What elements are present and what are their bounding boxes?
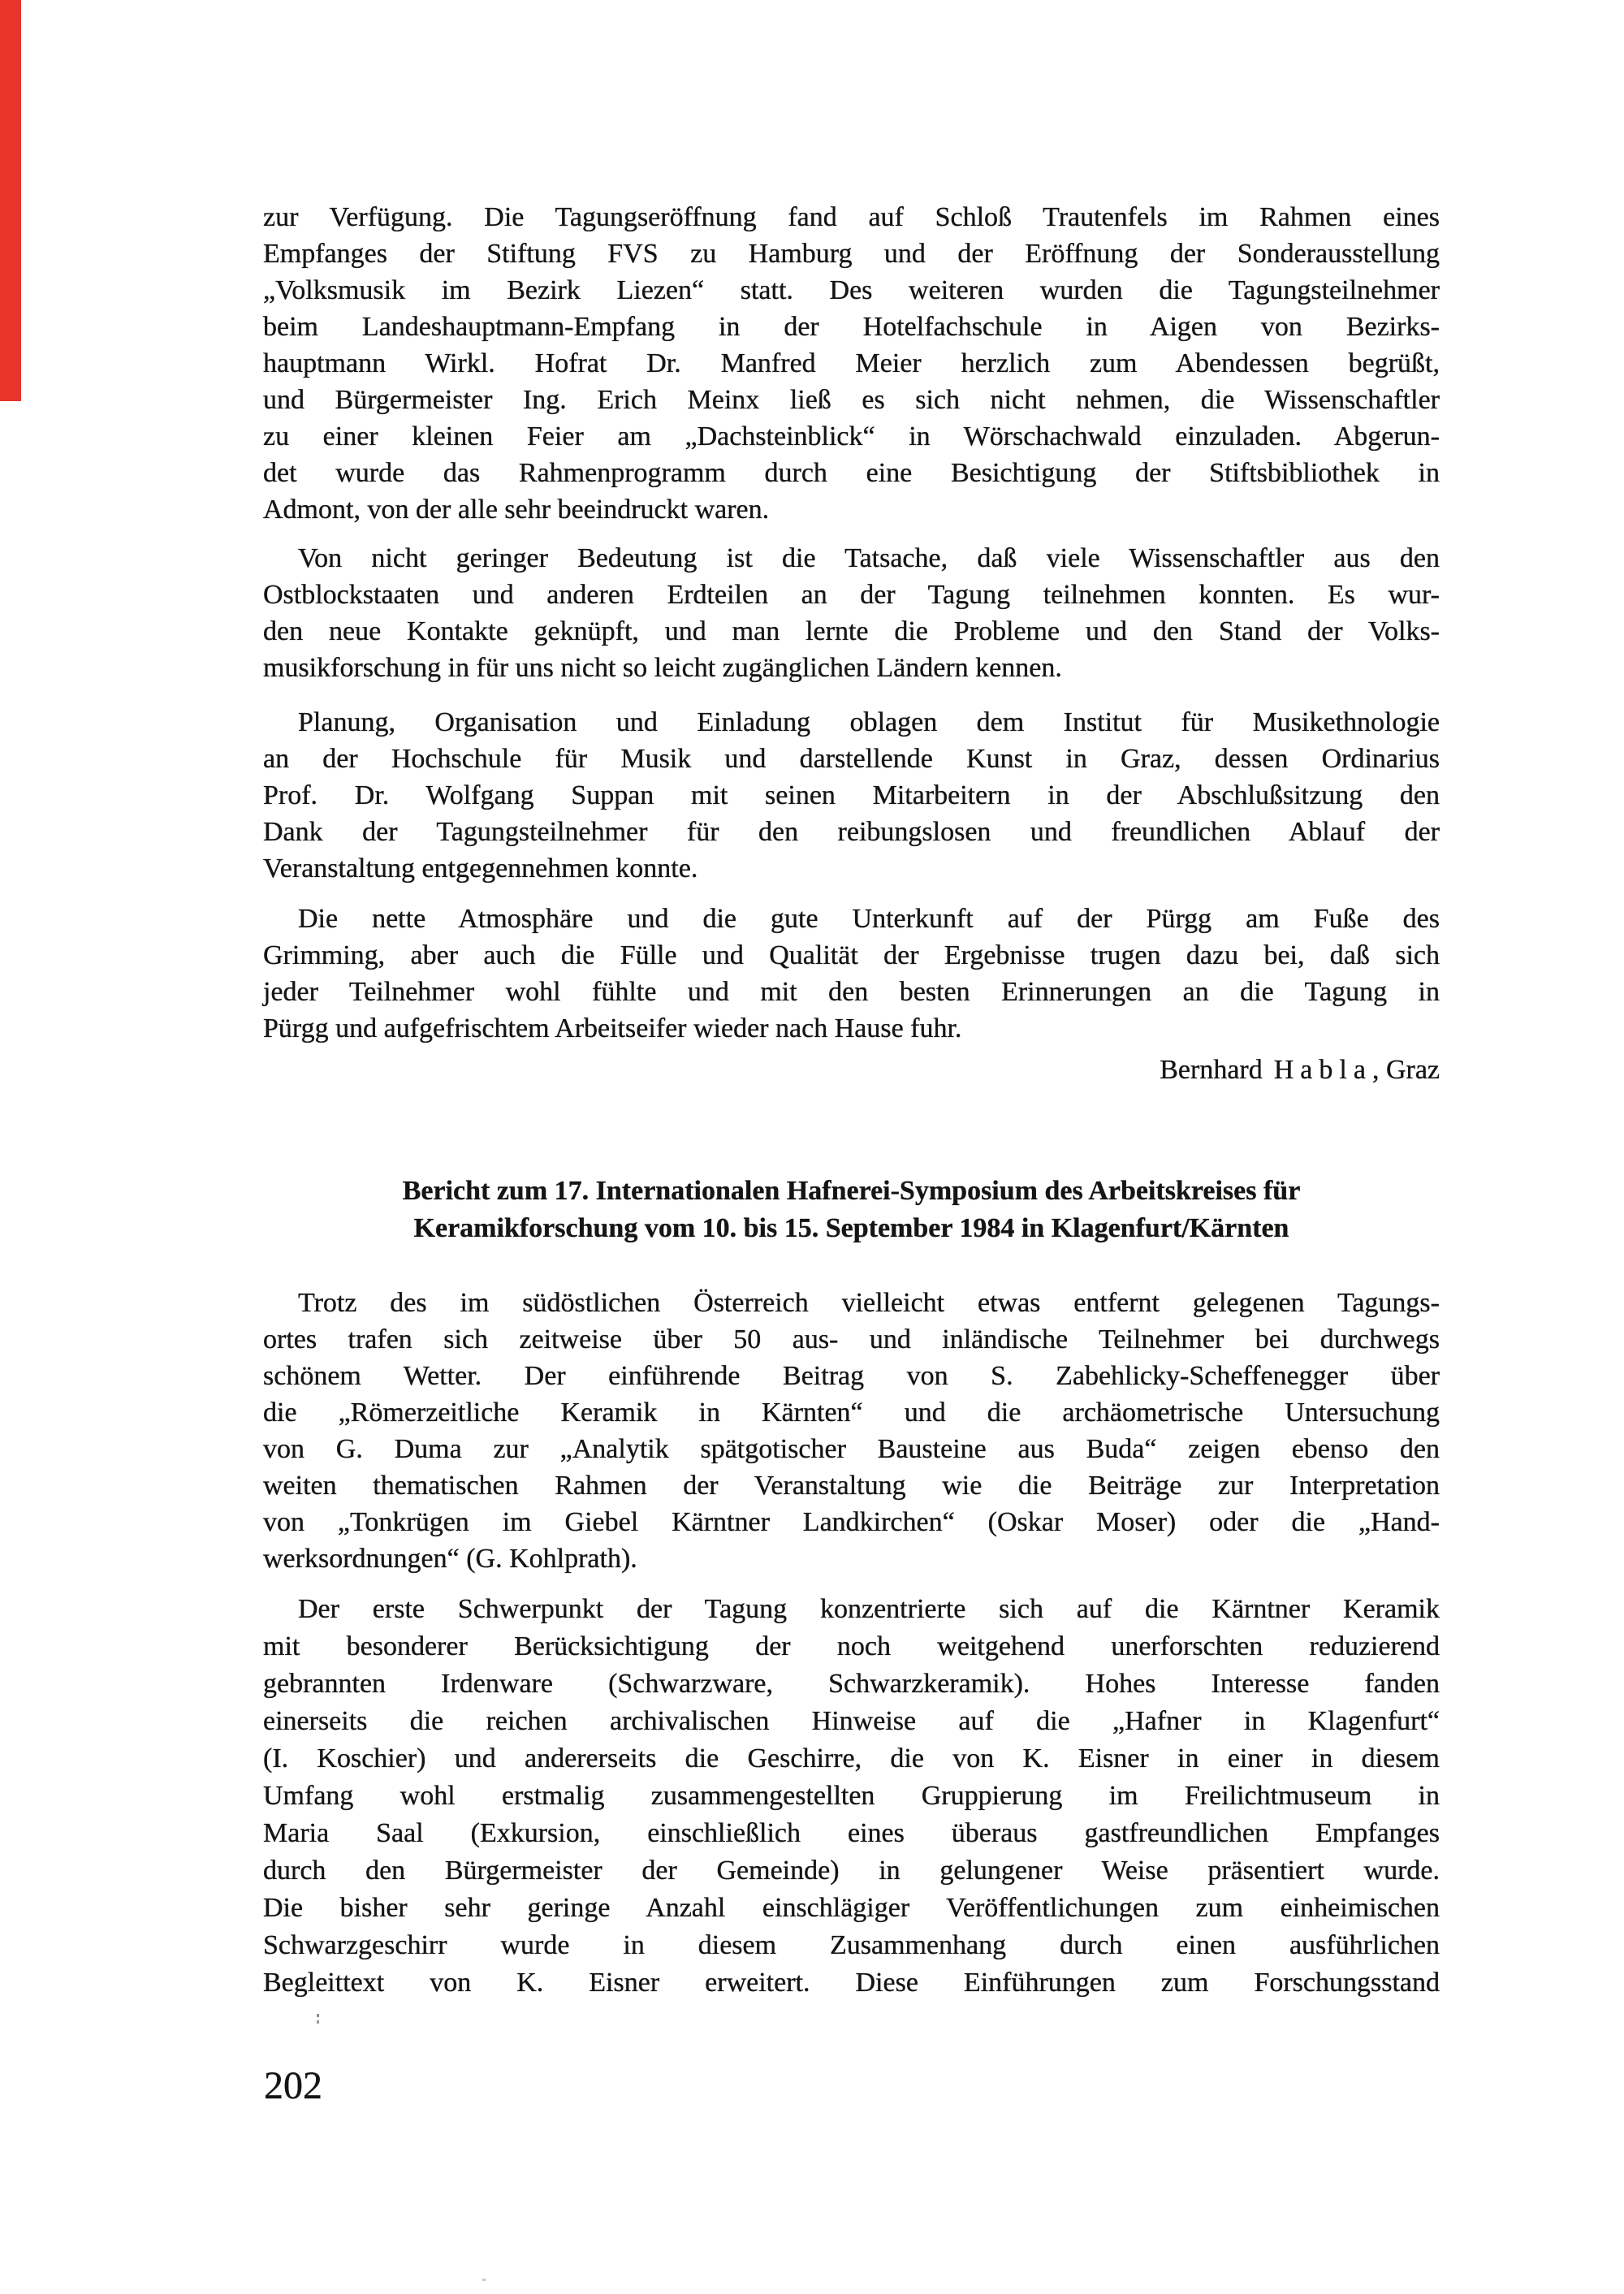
paragraph bbox=[263, 199, 1440, 528]
text-line: Umfang wohl erstmalig zusammengestellten Gruppierung im Freilichtmuseum in bbox=[263, 1781, 1440, 1811]
text-line: det wurde das Rahmenprogramm durch eine Besichtigung der Stiftsbibliothek in bbox=[263, 458, 1440, 488]
text-line: schönem Wetter. Der einführende Beitrag von S. Zabehlicky-Scheffenegger über bbox=[263, 1361, 1440, 1391]
text-line: Von nicht geringer Bedeutung ist die Tatsache, daß viele Wissenschaftler aus den bbox=[298, 543, 1440, 573]
text-line: Pürgg und aufgefrischtem Arbeitseifer wieder nach Hause fuhr. bbox=[263, 1013, 962, 1043]
text-line: zur Verfügung. Die Tagungseröffnung fand auf Schloß Trautenfels im Rahmen eines bbox=[263, 202, 1440, 232]
paragraph bbox=[263, 901, 1440, 1047]
text-line: Die bisher sehr geringe Anzahl einschlägiger Veröffentlichungen zum einheimischen bbox=[263, 1893, 1440, 1923]
text-line: jeder Teilnehmer wohl fühlte und mit den besten Erinnerungen an die Tagung in bbox=[263, 977, 1440, 1007]
page-text-block bbox=[263, 0, 1440, 2294]
text-line: hauptmann Wirkl. Hofrat Dr. Manfred Meier herzlich zum Abendessen begrüßt, bbox=[263, 348, 1440, 378]
text-line: weiten thematischen Rahmen der Veranstaltung wie die Beiträge zur Interpretation bbox=[263, 1471, 1440, 1501]
paragraph bbox=[263, 540, 1440, 686]
text-line: Maria Saal (Exkursion, einschließlich eines überaus gastfreundlichen Empfanges bbox=[263, 1818, 1440, 1848]
text-line: Prof. Dr. Wolfgang Suppan mit seinen Mitarbeitern in der Abschlußsitzung den bbox=[263, 780, 1440, 810]
text-line: die „Römerzeitliche Keramik in Kärnten“ und die archäometrische Untersuchung bbox=[263, 1398, 1440, 1428]
text-line: den neue Kontakte geknüpft, und man lernte die Probleme und den Stand der Volks- bbox=[263, 616, 1440, 646]
text-line: Dank der Tagungsteilnehmer für den reibungslosen und freundlichen Ablauf der bbox=[263, 817, 1440, 847]
text-line: Admont, von der alle sehr beeindruckt waren. bbox=[263, 495, 770, 525]
text-line: gebrannten Irdenware (Schwarzware, Schwarzkeramik). Hohes Interesse fanden bbox=[263, 1669, 1440, 1699]
text-line: und Bürgermeister Ing. Erich Meinx ließ es sich nicht nehmen, die Wissenschaftler bbox=[263, 385, 1440, 415]
heading-line: Keramikforschung vom 10. bis 15. September 1984 in Klagenfurt/Kärnten bbox=[413, 1213, 1289, 1243]
text-line: zu einer kleinen Feier am „Dachsteinblick“ in Wörschachwald einzuladen. Abgerun- bbox=[263, 421, 1440, 451]
text-line: beim Landeshauptmann-Empfang in der Hotelfachschule in Aigen von Bezirks- bbox=[263, 312, 1440, 342]
text-line: Planung, Organisation und Einladung oblagen dem Institut für Musikethnologie bbox=[298, 707, 1440, 737]
text-line: einerseits die reichen archivalischen Hinweise auf die „Hafner in Klagenfurt“ bbox=[263, 1706, 1440, 1736]
scan-speck-artifact bbox=[317, 2014, 319, 2017]
text-line: Begleittext von K. Eisner erweitert. Diese Einführungen zum Forschungsstand bbox=[263, 1968, 1440, 1998]
text-line: Trotz des im südöstlichen Österreich vielleicht etwas entfernt gelegenen Tagungs- bbox=[298, 1288, 1440, 1318]
text-line: Der erste Schwerpunkt der Tagung konzentrierte sich auf die Kärntner Keramik bbox=[298, 1594, 1440, 1624]
text-line: (I. Koschier) und andererseits die Geschirre, die von K. Eisner in einer in diesem bbox=[263, 1743, 1440, 1773]
text-line: Schwarzgeschirr wurde in diesem Zusammenhang durch einen ausführlichen bbox=[263, 1930, 1440, 1960]
text-line: Empfanges der Stiftung FVS zu Hamburg und der Eröffnung der Sonderausstellung bbox=[263, 239, 1440, 269]
author-first-name: Bernhard bbox=[1160, 1055, 1263, 1085]
text-line: Ostblockstaaten und anderen Erdteilen an der Tagung teilnehmen konnten. Es wur- bbox=[263, 580, 1440, 610]
text-line: durch den Bürgermeister der Gemeinde) in gelungener Weise präsentiert wurde. bbox=[263, 1856, 1440, 1886]
text-line: von G. Duma zur „Analytik spätgotischer Bausteine aus Buda“ zeigen ebenso den bbox=[263, 1434, 1440, 1464]
text-line: „Volksmusik im Bezirk Liezen“ statt. Des weiteren wurden die Tagungsteilnehmer bbox=[263, 275, 1440, 305]
author-city: , Graz bbox=[1371, 1055, 1440, 1085]
paragraph bbox=[263, 1285, 1440, 1577]
heading-line: Bericht zum 17. Internationalen Hafnerei-Symposium des Arbeitskreises für bbox=[402, 1176, 1301, 1206]
scan-edge-red-artifact bbox=[0, 0, 21, 401]
section-heading bbox=[263, 1173, 1440, 1247]
text-line: werksordnungen“ (G. Kohlprath). bbox=[263, 1544, 637, 1574]
paragraph bbox=[263, 704, 1440, 887]
author-signature bbox=[263, 1052, 1440, 1088]
paragraph bbox=[263, 1591, 1440, 2002]
text-line: Die nette Atmosphäre und die gute Unterkunft auf der Pürgg am Fuße des bbox=[298, 904, 1440, 934]
text-line: musikforschung in für uns nicht so leicht zugänglichen Ländern kennen. bbox=[263, 653, 1062, 683]
text-line: Grimming, aber auch die Fülle und Qualität der Ergebnisse trugen dazu bei, daß sich bbox=[263, 940, 1440, 970]
text-line: Veranstaltung entgegennehmen konnte. bbox=[263, 853, 698, 883]
author-last-name: Habla bbox=[1273, 1055, 1372, 1085]
text-line: an der Hochschule für Musik und darstellende Kunst in Graz, dessen Ordinarius bbox=[263, 744, 1440, 774]
text-line: von „Tonkrügen im Giebel Kärntner Landkirchen“ (Oskar Moser) oder die „Hand- bbox=[263, 1507, 1440, 1537]
text-line: ortes trafen sich zeitweise über 50 aus- und inländische Teilnehmer bei durchwegs bbox=[263, 1324, 1440, 1354]
text-line: mit besonderer Berücksichtigung der noch weitgehend unerforschten reduzierend bbox=[263, 1631, 1440, 1661]
scan-speck-artifact bbox=[482, 2279, 486, 2281]
page-number: 202 bbox=[264, 2064, 322, 2107]
